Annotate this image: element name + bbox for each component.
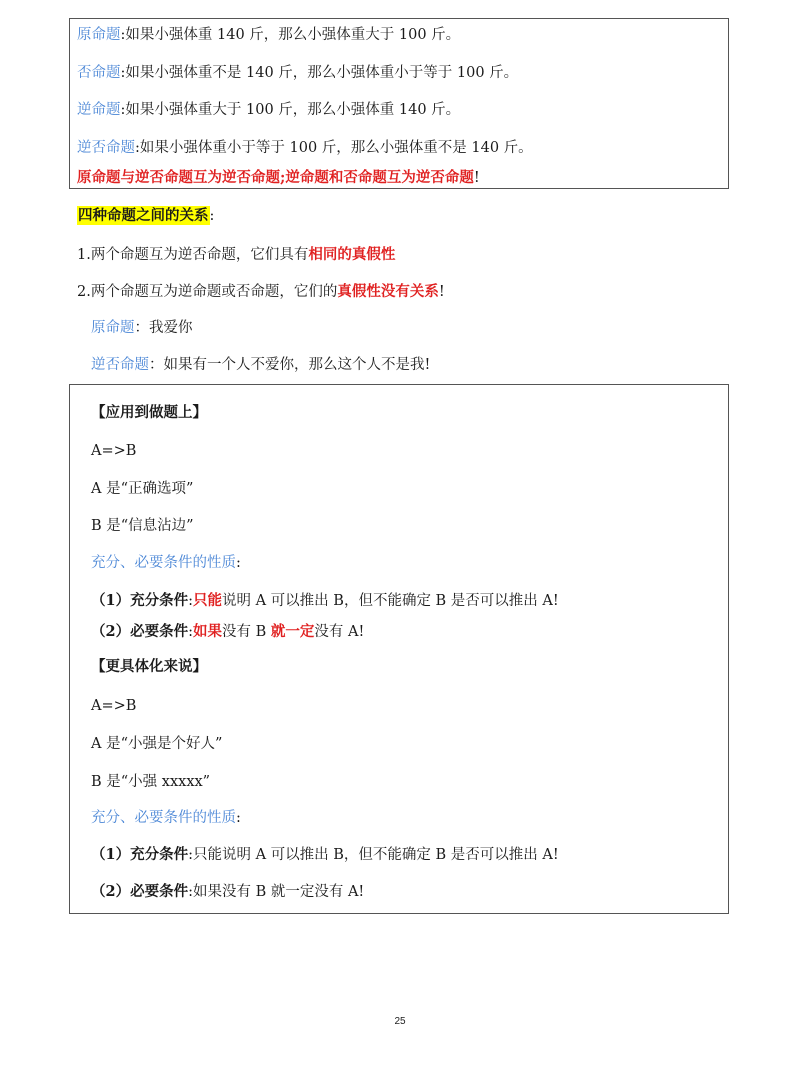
tail: ! [473,170,480,186]
original-proposition [77,25,460,45]
prefix: （2）必要条件 [91,623,189,640]
red-text: 就一定 [270,623,315,640]
red-text: 原命题与逆否命题互为逆否命题;逆命题和否命题互为逆否命题 [77,169,474,186]
text: 1.两个命题互为逆否命题，它们具有 [77,247,309,263]
red-text: 只能 [192,592,222,609]
a-implies-b: A=>B [91,443,137,459]
label: 逆否命题 [77,140,135,156]
specific-heading: 【更具体化来说】 [91,658,207,675]
converse-proposition [77,100,460,120]
text: :如果小强体重 140 斤，那么小强体重大于 100 斤。 [120,27,461,43]
application-box [69,384,729,914]
a-implies-b-2: A=>B [91,698,137,714]
heading: 四种命题之间的关系 [78,207,209,224]
contrapositive-note [77,168,480,188]
text: 2.两个命题互为逆命题或否命题，它们的 [77,284,338,300]
relation-1 [77,245,395,265]
label: 原命题 [91,320,135,336]
b-definition-2: B 是“小强 xxxxx” [91,774,211,790]
tail: ! [438,284,445,300]
text: 说明 A 可以推出 B，但不能确定 B 是否可以推出 A! [221,593,559,609]
text: :如果小强体重大于 100 斤，那么小强体重 140 斤。 [120,102,461,118]
label: 否命题 [77,65,121,81]
sufficient-condition-1 [91,591,559,611]
necessary-condition-1 [91,622,364,642]
prefix: （1）充分条件 [91,846,189,863]
label: 逆否命题 [91,357,149,373]
red-text: 如果 [192,623,222,640]
contrapositive-proposition [77,138,533,158]
text: :只能说明 A 可以推出 B，但不能确定 B 是否可以推出 A! [188,847,559,863]
label: 充分、必要条件的性质 [91,810,236,826]
sufficient-condition-2 [91,845,559,865]
text: 没有 A! [314,624,365,640]
page-number: 25 [394,1016,406,1027]
label: 充分、必要条件的性质 [91,555,236,571]
text: 没有 B [221,624,271,640]
text: ：我爱你 [134,320,193,336]
tail: : [209,208,215,224]
tail: : [236,555,241,571]
label: 逆命题 [77,102,121,118]
tail: : [236,810,241,826]
a-definition: A 是“正确选项” [91,481,194,497]
sep: : [188,593,193,609]
text: :如果小强体重小于等于 100 斤，那么小强体重不是 140 斤。 [135,140,533,156]
relations-heading [77,206,214,226]
text: :如果没有 B 就一定没有 A! [188,884,365,900]
red-text: 相同的真假性 [308,246,396,263]
necessary-condition-2 [91,882,364,902]
relation-2 [77,282,445,302]
application-heading: 【应用到做题上】 [91,404,207,421]
example-original [91,318,193,338]
prefix: （1）充分条件 [91,592,189,609]
properties-heading-1 [91,553,241,573]
red-text: 真假性没有关系 [337,283,439,300]
example-contrapositive [91,355,430,375]
sep: : [188,624,193,640]
a-definition-2: A 是“小强是个好人” [91,736,223,752]
label: 原命题 [77,27,121,43]
negation-proposition [77,63,518,83]
b-definition: B 是“信息沾边” [91,518,194,534]
prefix: （2）必要条件 [91,883,189,900]
text: :如果小强体重不是 140 斤，那么小强体重小于等于 100 斤。 [120,65,519,81]
text: ：如果有一个人不爱你，那么这个人不是我! [149,357,431,373]
properties-heading-2 [91,808,241,828]
